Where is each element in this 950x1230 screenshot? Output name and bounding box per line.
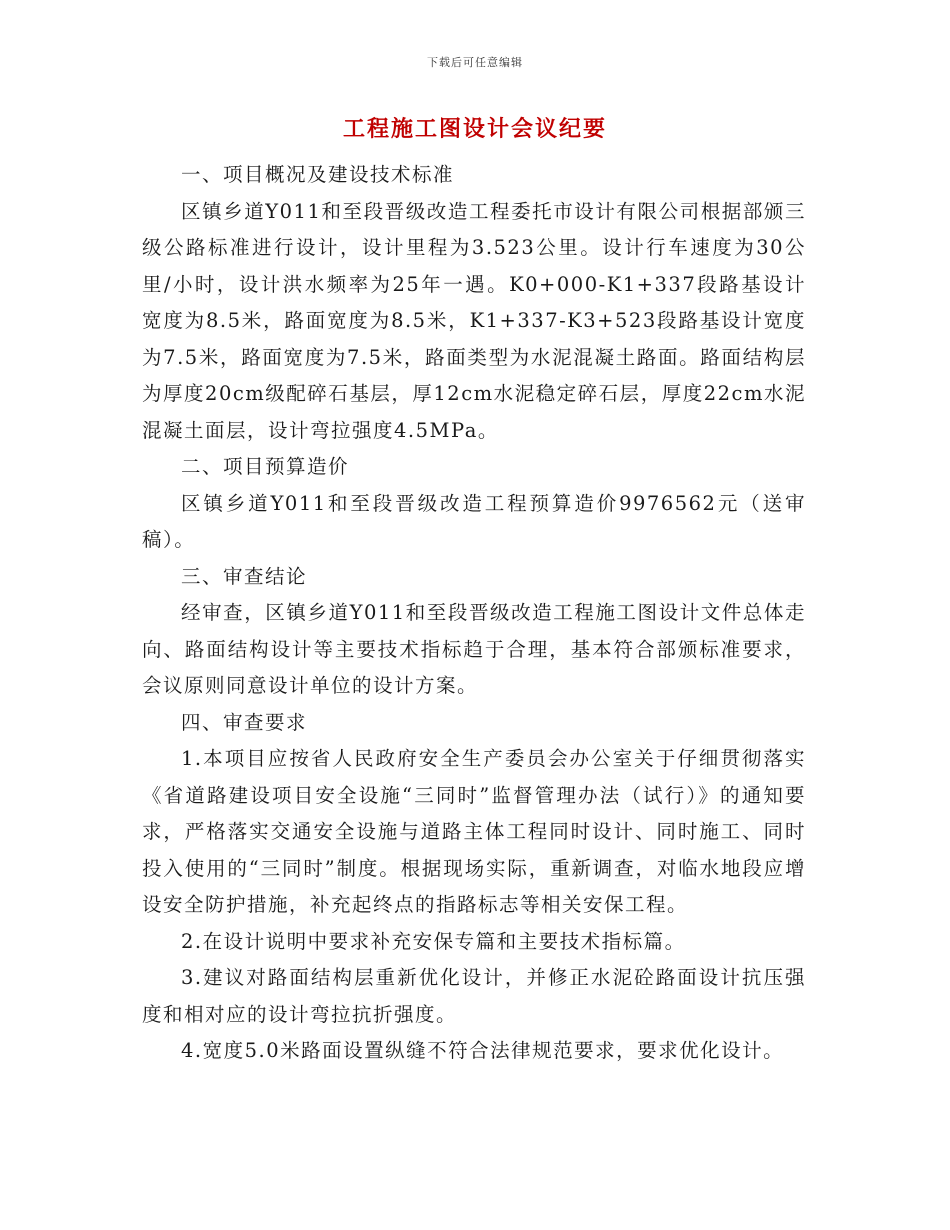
requirement-item-1: 1.本项目应按省人民政府安全生产委员会办公室关于仔细贯彻落实《省道路建设项目安全设施“三同时”监督管理办法（试行）》的通知要求，严格落实交通安全设施与道路主体工程同时设计、同时施工、同时投入使用的“三同时”制度。根据现场实际，重新调查，对临水地段应增设安全防护措施，补充起终点的指路标志等相关安保工程。 xyxy=(142,747,806,916)
section-heading-conclusion: 三、审查结论 xyxy=(181,564,308,588)
requirement-item-2: 2.在设计说明中要求补充安保专篇和主要技术指标篇。 xyxy=(181,929,686,953)
paragraph-conclusion: 经审查，区镇乡道Y011和至段晋级改造工程施工图设计文件总体走向、路面结构设计等主要技术指标趋于合理，基本符合部颁标准要求，会议原则同意设计单位的设计方案。 xyxy=(142,601,806,697)
section-heading-overview: 一、项目概况及建设技术标准 xyxy=(181,163,455,186)
paragraph-overview: 区镇乡道Y011和至段晋级改造工程委托市设计有限公司根据部颁三级公路标准进行设计，设计里程为3.523公里。设计行车速度为30公里/小时，设计洪水频率为25年一遇。K0+000-K1+337段路基设计宽度为8.5米，路面宽度为8.5米，K1+337-K3+523段路基设计宽度为7.5米，路面宽度为7.5米，路面类型为水泥混凝土路面。路面结构层为厚度20cm级配碎石基层，厚12cm水泥稳定碎石层，厚度22cm水泥混凝土面层，设计弯拉强度4.5MPa。 xyxy=(142,199,806,442)
header-note: 下载后可任意编辑 xyxy=(427,56,523,69)
paragraph-budget: 区镇乡道Y011和至段晋级改造工程预算造价9976562元（送审稿）。 xyxy=(142,491,806,551)
requirement-item-3: 3.建议对路面结构层重新优化设计，并修正水泥砼路面设计抗压强度和相对应的设计弯拉抗折强度。 xyxy=(142,966,806,1026)
document-title: 工程施工图设计会议纪要 xyxy=(342,116,607,142)
document-body xyxy=(142,157,806,1070)
section-heading-budget: 二、项目预算造价 xyxy=(181,455,350,478)
requirement-item-4: 4.宽度5.0米路面设置纵缝不符合法律规范要求，要求优化设计。 xyxy=(181,1039,785,1062)
section-heading-requirements: 四、审查要求 xyxy=(181,710,308,734)
